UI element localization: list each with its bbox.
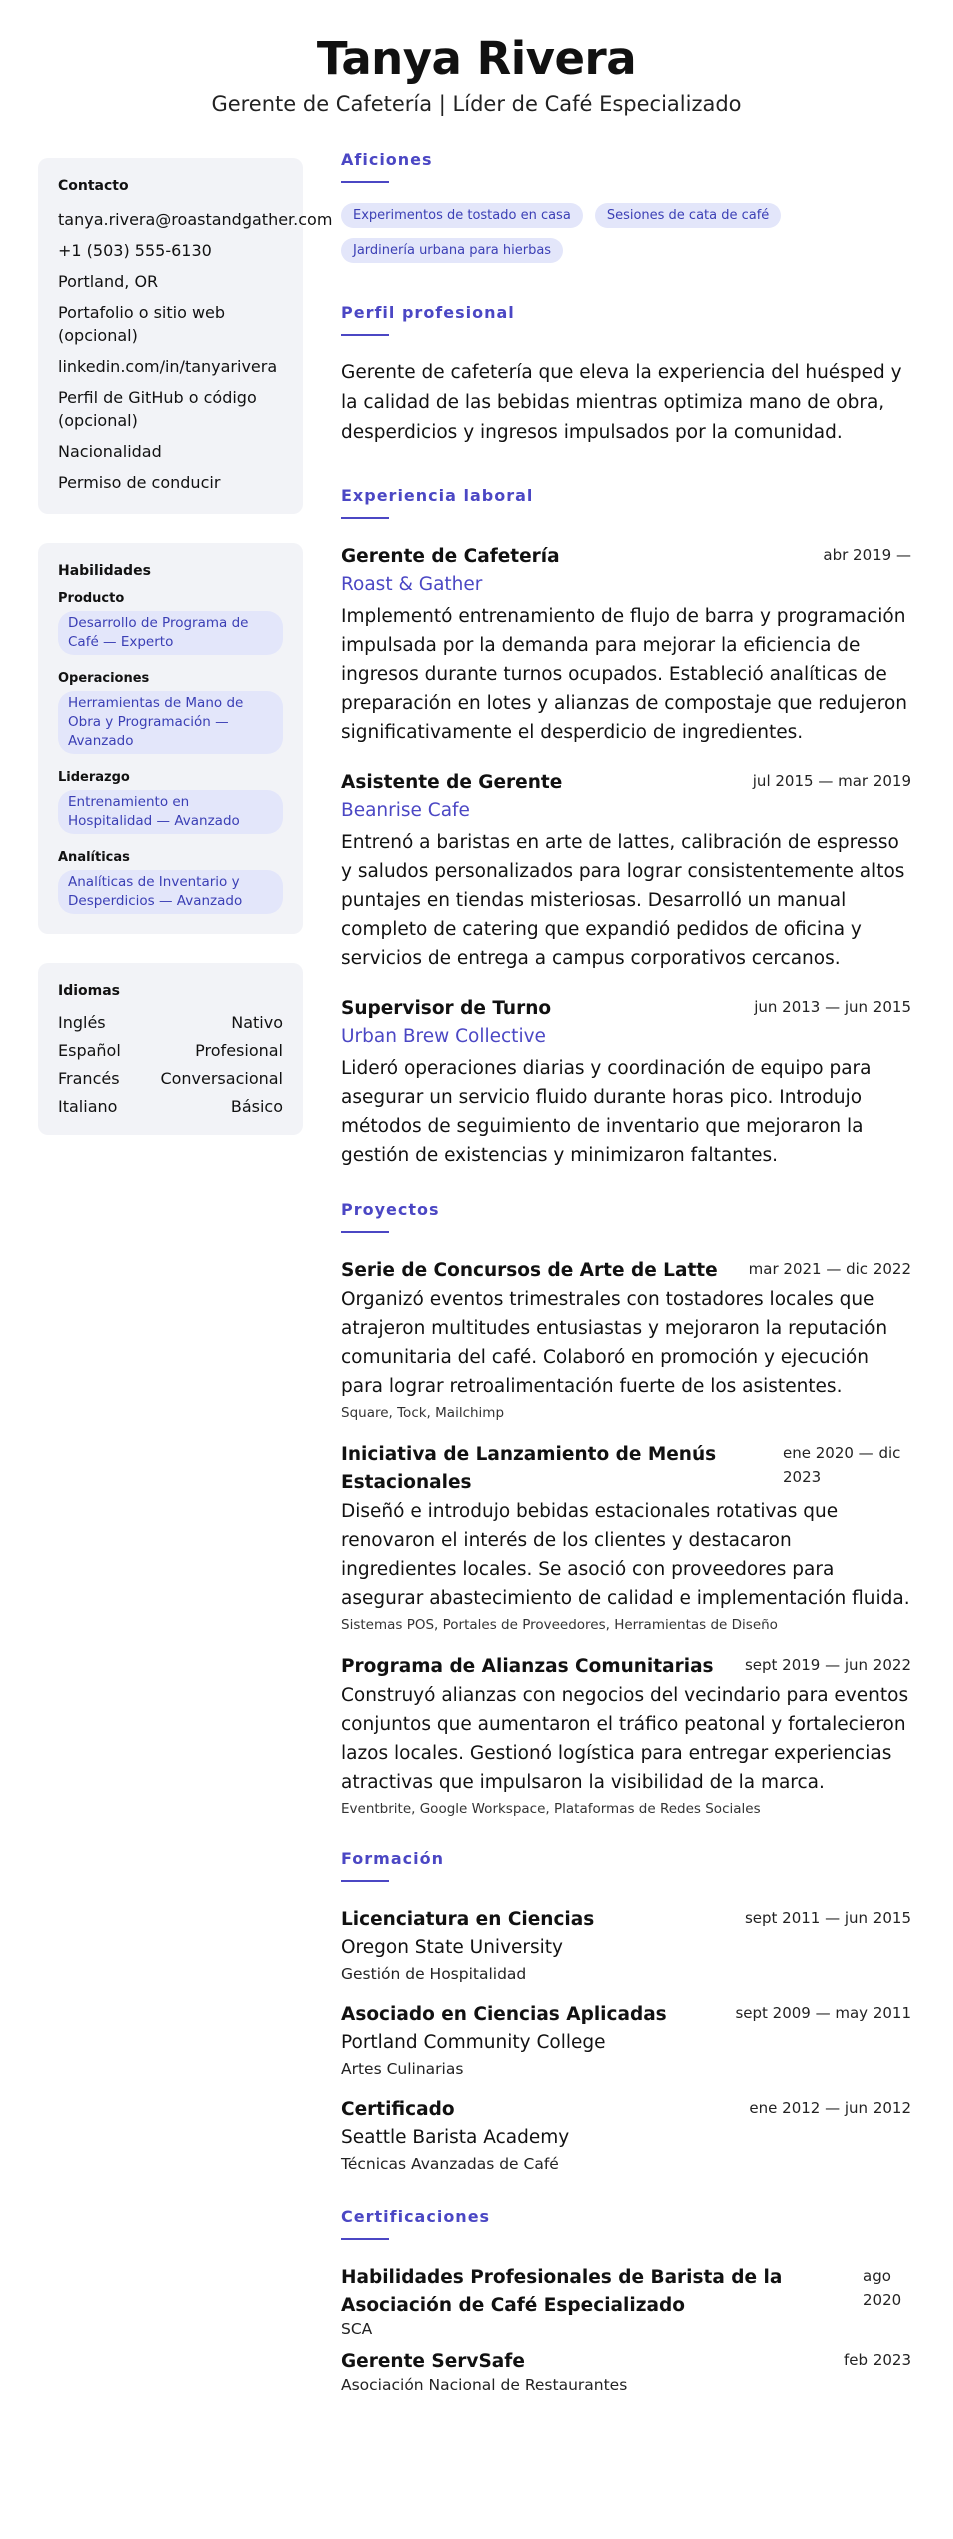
experience-date: jul 2015 — mar 2019 xyxy=(752,772,911,790)
section-title: Experiencia laboral xyxy=(341,486,534,505)
skill-chip: Entrenamiento en Hospitalidad — Avanzado xyxy=(58,790,283,834)
section-title: Aficiones xyxy=(341,150,433,169)
experience-section xyxy=(341,486,911,1170)
education-date: ene 2012 — jun 2012 xyxy=(749,2099,911,2117)
skill-group-title: Operaciones xyxy=(58,671,150,686)
language-name: Francés xyxy=(58,1069,120,1088)
education-entry xyxy=(341,1906,911,1983)
experience-role: Supervisor de Turno xyxy=(341,998,552,1019)
experience-description: Entrenó a baristas en arte de lattes, calibración de espresso y saludos personalizados para lograr consistentemente altos puntajes en tiendas misteriosas. Desarrolló un manual completo de catering que expandió pedidos de oficina y servicios de entrega a campus corporativos cercanos. xyxy=(341,832,905,969)
project-entry xyxy=(341,1257,911,1421)
skill-group-title: Liderazgo xyxy=(58,770,130,785)
language-name: Inglés xyxy=(58,1013,106,1032)
section-divider xyxy=(341,1231,389,1233)
education-date: sept 2011 — jun 2015 xyxy=(744,1909,911,1927)
skills-card xyxy=(38,543,303,934)
project-title: Iniciativa de Lanzamiento de Menús Estacionales xyxy=(341,1444,717,1493)
language-name: Italiano xyxy=(58,1097,118,1116)
section-divider xyxy=(341,2238,389,2240)
degree-title: Asociado en Ciencias Aplicadas xyxy=(341,2004,667,2025)
skill-chip: Herramientas de Mano de Obra y Programación — Avanzado xyxy=(58,691,283,754)
contact-title: Contacto xyxy=(58,178,129,194)
skills-title: Habilidades xyxy=(58,563,151,579)
field-of-study: Técnicas Avanzadas de Café xyxy=(341,2155,559,2173)
project-date: sept 2019 — jun 2022 xyxy=(744,1656,911,1674)
section-divider xyxy=(341,181,389,183)
profile-summary: Gerente de cafetería que eleva la experiencia del huésped y la calidad de las bebidas mientras optimiza mano de obra, desperdicios y ingresos impulsados por la comunidad. xyxy=(341,362,902,443)
contact-linkedin[interactable]: linkedin.com/in/tanyarivera xyxy=(58,357,278,376)
certification-entry xyxy=(341,2348,911,2394)
language-level: Nativo xyxy=(231,1013,283,1032)
education-entry xyxy=(341,2096,911,2173)
language-row xyxy=(58,1009,283,1037)
skill-group-title: Producto xyxy=(58,591,125,606)
skill-chip: Desarrollo de Programa de Café — Experto xyxy=(58,611,283,655)
education-section xyxy=(341,1849,911,2173)
contact-card xyxy=(38,158,333,514)
contact-driving-license: Permiso de conducir xyxy=(58,473,221,492)
section-title: Formación xyxy=(341,1849,444,1868)
hobby-chip: Sesiones de cata de café xyxy=(595,203,782,228)
language-level: Conversacional xyxy=(160,1069,283,1088)
institution-name: Oregon State University xyxy=(341,1937,563,1958)
experience-description: Implementó entrenamiento de flujo de barra y programación impulsada por la demanda para mejorar la eficiencia de ingresos durante turnos ocupados. Estableció analíticas de preparación en lotes y alianzas de compostaje que redujeron significativamente el desperdicio de ingredientes. xyxy=(341,606,908,743)
projects-section xyxy=(341,1200,911,1817)
section-title: Perfil profesional xyxy=(341,303,515,322)
languages-card xyxy=(38,963,303,1135)
experience-date: jun 2013 — jun 2015 xyxy=(754,998,911,1016)
certification-issuer: SCA xyxy=(341,2320,373,2338)
project-description: Organizó eventos trimestrales con tostadores locales que atrajeron multitudes entusiastas y mejoraron la reputación comunitaria del café. Colaboró en promoción y ejecución para lograr retroalimentación fuerte de los asistentes. xyxy=(341,1289,888,1397)
certification-title: Habilidades Profesionales de Barista de la Asociación de Café Especializado xyxy=(341,2267,783,2316)
project-title: Serie de Concursos de Arte de Latte xyxy=(341,1260,718,1281)
section-title: Proyectos xyxy=(341,1200,440,1219)
field-of-study: Gestión de Hospitalidad xyxy=(341,1965,527,1983)
project-tools: Eventbrite, Google Workspace, Plataformas de Redes Sociales xyxy=(341,1801,761,1817)
contact-location: Portland, OR xyxy=(58,272,159,291)
certification-title: Gerente ServSafe xyxy=(341,2351,525,2372)
languages-title: Idiomas xyxy=(58,983,121,999)
project-title: Programa de Alianzas Comunitarias xyxy=(341,1656,714,1677)
hobby-chip-list xyxy=(341,203,861,263)
degree-title: Licenciatura en Ciencias xyxy=(341,1909,595,1930)
education-date: sept 2009 — may 2011 xyxy=(735,2004,911,2022)
experience-entry xyxy=(341,769,911,973)
project-tools: Sistemas POS, Portales de Proveedores, Herramientas de Diseño xyxy=(341,1617,778,1633)
skill-chip: Analíticas de Inventario y Desperdicios — Avanzado xyxy=(58,870,283,914)
person-name: Tanya Rivera xyxy=(316,32,637,85)
experience-entry xyxy=(341,995,911,1170)
education-entry xyxy=(341,2001,911,2078)
experience-company: Roast & Gather xyxy=(341,574,483,595)
experience-entry xyxy=(341,543,911,747)
certifications-section xyxy=(341,2207,911,2394)
project-entry xyxy=(341,1653,911,1817)
certification-date: ago 2020 xyxy=(863,2267,902,2309)
section-divider xyxy=(341,1880,389,1882)
main-content xyxy=(341,150,911,2394)
language-row xyxy=(58,1037,283,1065)
contact-nationality: Nacionalidad xyxy=(58,442,162,461)
project-description: Construyó alianzas con negocios del vecindario para eventos conjuntos que aumentaron el tráfico peatonal y fortalecieron lazos locales. Gestionó logística para entregar experiencias atractivas que impulsaron la visibilidad de la marca. xyxy=(341,1685,909,1793)
profile-section xyxy=(341,303,911,448)
language-name: Español xyxy=(58,1041,121,1060)
language-level: Básico xyxy=(230,1097,283,1116)
language-row xyxy=(58,1065,283,1093)
project-entry xyxy=(341,1441,911,1633)
resume-header xyxy=(0,30,953,116)
experience-role: Asistente de Gerente xyxy=(341,772,563,793)
language-row xyxy=(58,1093,283,1121)
certification-entry xyxy=(341,2264,911,2338)
contact-portfolio[interactable]: Portafolio o sitio web (opcional) xyxy=(58,303,226,345)
skill-group-title: Analíticas xyxy=(58,850,130,865)
project-description: Diseñó e introdujo bebidas estacionales rotativas que renovaron el interés de los clientes y destacaron ingredientes locales. Se asoció con proveedores para asegurar abastecimiento de calidad e implementación fluida. xyxy=(341,1501,910,1609)
institution-name: Portland Community College xyxy=(341,2032,606,2053)
section-title: Certificaciones xyxy=(341,2207,491,2226)
project-date: mar 2021 — dic 2022 xyxy=(748,1260,911,1278)
sidebar xyxy=(38,158,333,1164)
section-divider xyxy=(341,334,389,336)
contact-phone[interactable]: +1 (503) 555-6130 xyxy=(58,241,212,260)
experience-role: Gerente de Cafetería xyxy=(341,546,560,567)
contact-github[interactable]: Perfil de GitHub o código (opcional) xyxy=(58,388,257,430)
experience-company: Urban Brew Collective xyxy=(341,1026,546,1047)
experience-company: Beanrise Cafe xyxy=(341,800,470,821)
hobby-chip: Experimentos de tostado en casa xyxy=(341,203,583,228)
certification-issuer: Asociación Nacional de Restaurantes xyxy=(341,2376,628,2394)
project-date: ene 2020 — dic 2023 xyxy=(783,1444,901,1486)
language-level: Profesional xyxy=(195,1041,283,1060)
field-of-study: Artes Culinarias xyxy=(341,2060,464,2078)
degree-title: Certificado xyxy=(341,2099,455,2120)
hobby-chip: Jardinería urbana para hierbas xyxy=(341,238,563,263)
experience-date: abr 2019 — xyxy=(823,546,911,564)
contact-email[interactable]: tanya.rivera@roastandgather.com xyxy=(58,210,333,229)
section-divider xyxy=(341,517,389,519)
experience-description: Lideró operaciones diarias y coordinación de equipo para asegurar un servicio fluido durante horas pico. Introdujo métodos de seguimiento de inventario que mejoraron la gestión de existencias y minimizaron faltantes. xyxy=(341,1058,872,1166)
job-title: Gerente de Cafetería | Líder de Café Especializado xyxy=(211,92,742,116)
hobbies-section xyxy=(341,150,911,263)
institution-name: Seattle Barista Academy xyxy=(341,2127,570,2148)
project-tools: Square, Tock, Mailchimp xyxy=(341,1405,505,1421)
certification-date: feb 2023 xyxy=(844,2351,911,2369)
